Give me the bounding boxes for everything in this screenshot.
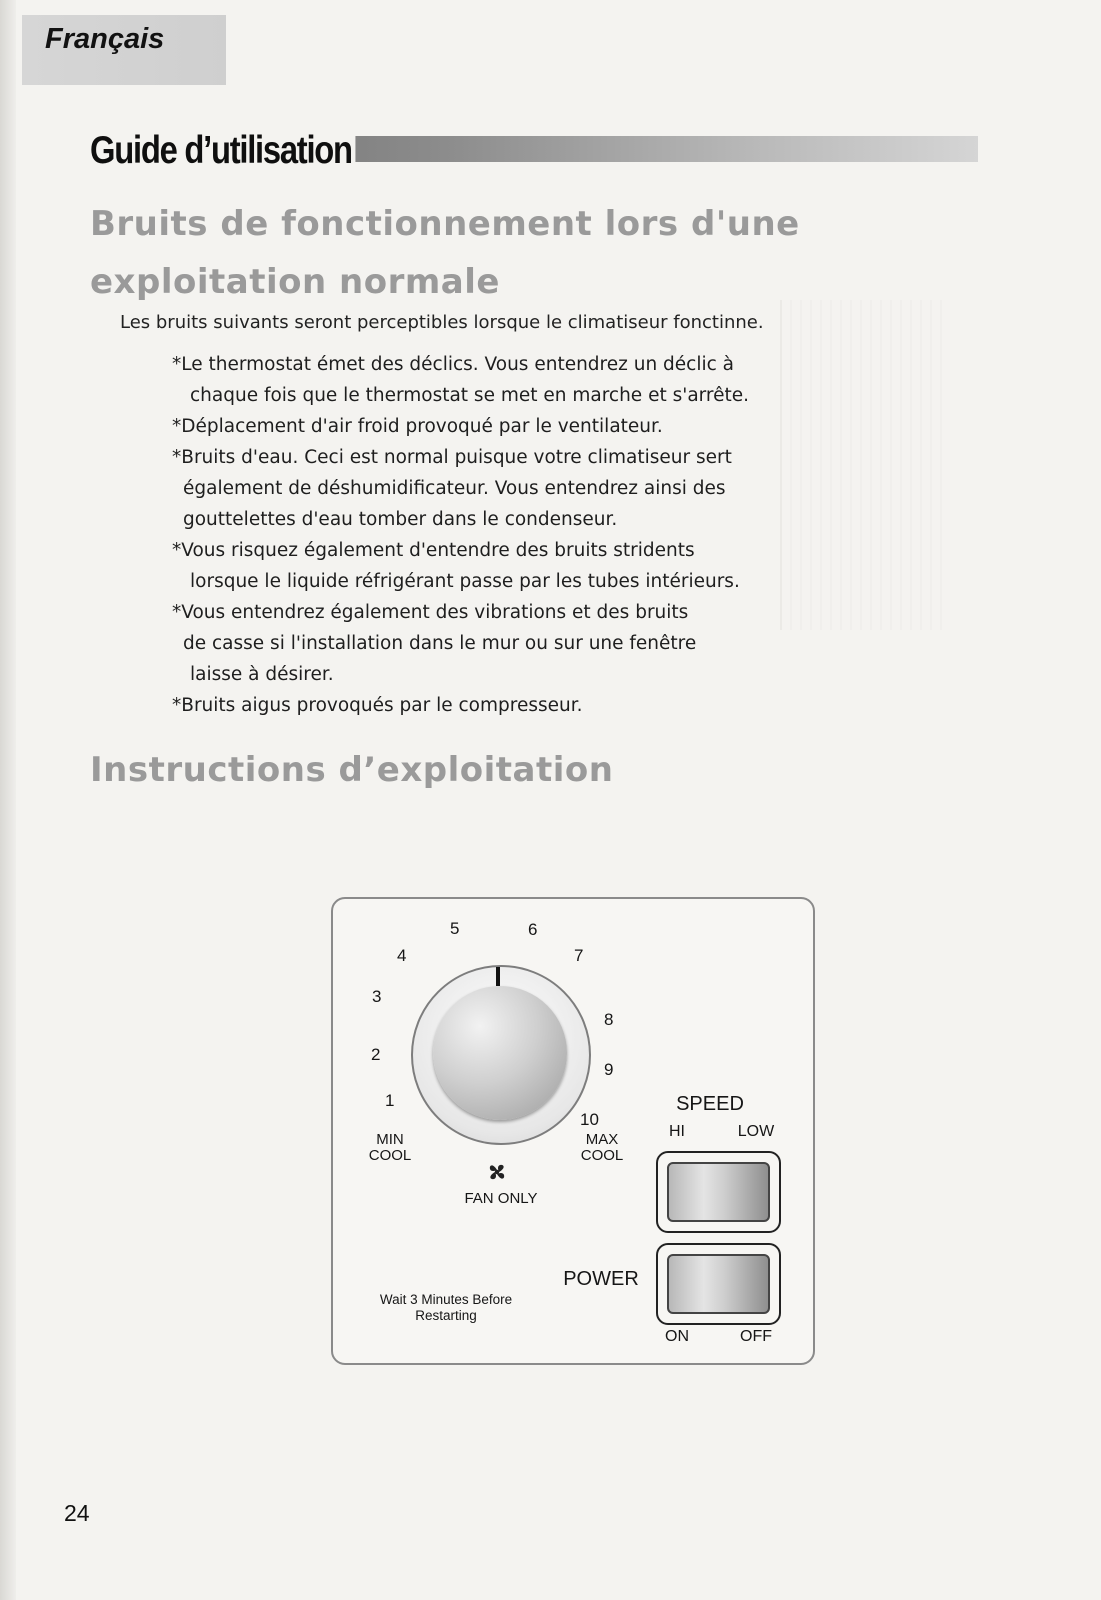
dial-number-7: 7 — [574, 946, 584, 965]
dial-number-3: 3 — [372, 987, 382, 1006]
language-label: Français — [45, 23, 165, 55]
speed-rocker[interactable] — [667, 1162, 770, 1222]
power-rocker[interactable] — [667, 1254, 770, 1314]
restart-warning: Wait 3 Minutes Before Restarting — [379, 1292, 513, 1323]
instructions-heading: Instructions d’exploitation — [90, 750, 614, 790]
thermostat-knob — [433, 986, 567, 1120]
power-off-label: OFF — [740, 1328, 772, 1345]
noise-intro: Les bruits suivants seront perceptibles lorsque le climatiseur fonctinne. — [120, 312, 764, 333]
speed-hi-label: HI — [669, 1123, 685, 1140]
power-switch[interactable] — [656, 1243, 781, 1325]
power-on-label: ON — [665, 1328, 689, 1345]
dial-number-6: 6 — [528, 920, 538, 939]
page-title: Guide d’utilisation — [90, 128, 355, 174]
dial-number-8: 8 — [604, 1010, 614, 1029]
noise-section-heading — [90, 195, 830, 311]
min-cool-label: MIN COOL — [368, 1131, 412, 1164]
list-item: *Vous risquez également d'entendre des bruits stridents lorsque le liquide réfrigérant passe par les tubes intérieurs. — [172, 540, 740, 592]
power-title: POWER — [563, 1268, 639, 1290]
speed-low-label: LOW — [737, 1123, 775, 1140]
list-item: *Déplacement d'air froid provoqué par le ventilateur. — [172, 416, 663, 437]
max-cool-label: MAX COOL — [580, 1131, 624, 1164]
dial-number-4: 4 — [397, 946, 407, 965]
fan-only-label: FAN ONLY — [464, 1190, 538, 1207]
list-item: *Bruits d'eau. Ceci est normal puisque votre climatiseur sert également de déshumidificateur. Vous entendrez ainsi des gouttelettes d'eau tomber dans le condenseur. — [172, 447, 732, 530]
list-item: *Bruits aigus provoqués par le compresseur. — [172, 695, 583, 716]
fan-icon — [486, 1161, 508, 1183]
speed-switch[interactable] — [656, 1151, 781, 1233]
dial-number-10: 10 — [580, 1110, 599, 1129]
list-item: *Le thermostat émet des déclics. Vous entendrez un déclic à chaque fois que le thermostat se met en marche et s'arrête. — [172, 354, 750, 406]
dial-number-2: 2 — [371, 1045, 381, 1064]
noise-heading-line-2: exploitation normale — [90, 262, 500, 302]
noise-heading-line-1: Bruits de fonctionnement lors d'une — [90, 204, 800, 244]
dial-number-1: 1 — [385, 1091, 395, 1110]
dial-number-5: 5 — [450, 919, 460, 938]
dial-number-9: 9 — [604, 1060, 614, 1079]
speed-title: SPEED — [676, 1093, 744, 1115]
dial-pointer-icon — [496, 967, 500, 986]
page-gutter-shadow — [0, 0, 16, 1600]
list-item: *Vous entendrez également des vibrations et des bruits de casse si l'installation dans le mur ou sur une fenêtre laisse à désirer. — [172, 602, 697, 685]
noise-list — [172, 349, 812, 721]
page-number: 24 — [64, 1500, 90, 1526]
